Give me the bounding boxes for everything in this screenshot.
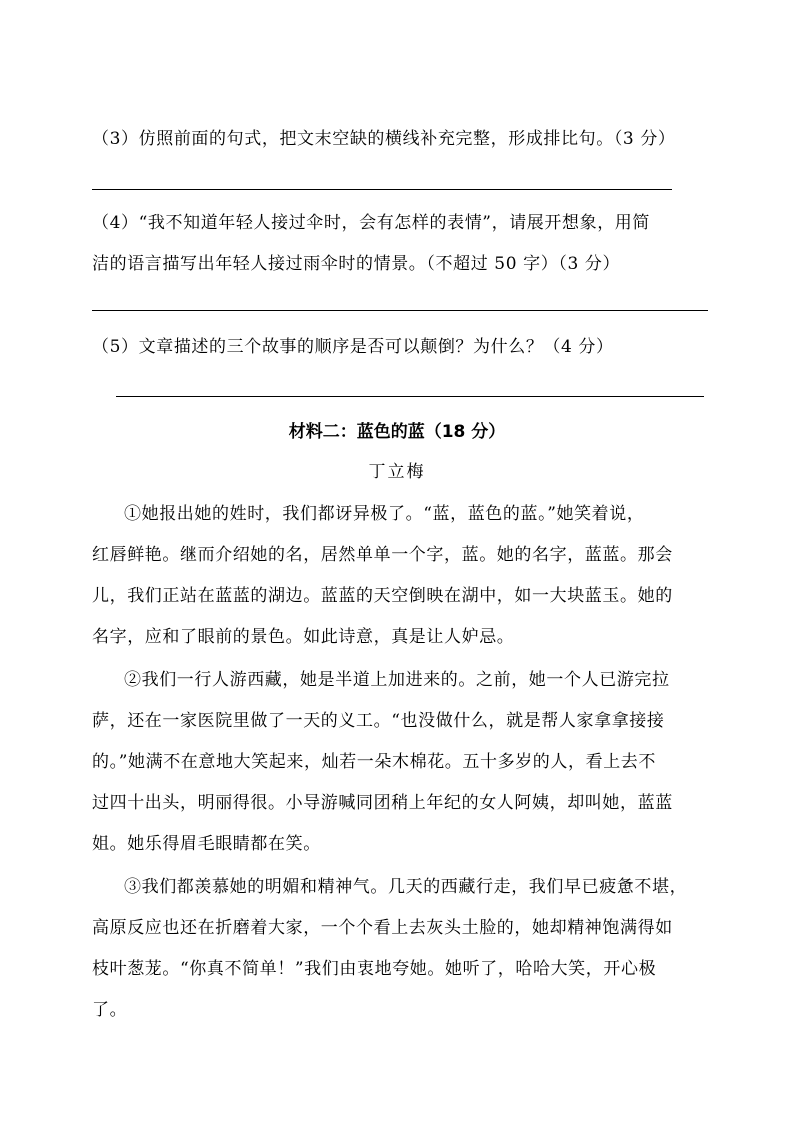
question-4-line-2: 洁的语言描写出年轻人接过雨伞时的情景。（不超过 50 字）（3 分）: [92, 254, 621, 274]
author: 丁立梅: [368, 462, 426, 482]
paragraph-line: 儿，我们正站在蓝蓝的湖边。蓝蓝的天空倒映在湖中，如一大块蓝玉。她的: [92, 586, 673, 606]
paragraph-line: 过四十出头，明丽得很。小导游喊同团稍上年纪的女人阿姨，却叫她，蓝蓝: [92, 793, 673, 813]
answer-line-4[interactable]: [92, 310, 708, 311]
question-3: （3）仿照前面的句式，把文末空缺的横线补充完整，形成排比句。（3 分）: [92, 129, 676, 149]
answer-line-5[interactable]: [116, 396, 704, 397]
paragraph-line: ③我们都羡慕她的明媚和精神气。几天的西藏行走，我们早已疲惫不堪，: [124, 877, 688, 897]
paragraph-line: 枝叶葱茏。“你真不简单！”我们由衷地夸她。她听了，哈哈大笑，开心极: [92, 959, 657, 979]
paragraph-line: 高原反应也还在折磨着大家，一个个看上去灰头土脸的，她却精神饱满得如: [92, 918, 673, 938]
paragraph-line: 萨，还在一家医院里做了一天的义工。“也没做什么，就是帮人家拿拿接接: [92, 711, 665, 731]
paragraph-line: 了。: [92, 1000, 128, 1020]
paragraph-line: 名字，应和了眼前的景色。如此诗意，真是让人妒忌。: [92, 627, 515, 647]
paragraph-line: 红唇鲜艳。继而介绍她的名，居然单单一个字，蓝。她的名字，蓝蓝。那会: [92, 545, 673, 565]
paragraph-line: ②我们一行人游西藏，她是半道上加进来的。之前，她一个人已游完拉: [124, 670, 670, 690]
paragraph-line: 的。”她满不在意地大笑起来，灿若一朵木棉花。五十多岁的人，看上去不: [92, 752, 656, 772]
question-5: （5）文章描述的三个故事的顺序是否可以颠倒？为什么？（4 分）: [92, 337, 614, 357]
paragraph-line: ①她报出她的姓时，我们都讶异极了。“蓝，蓝色的蓝。”她笑着说，: [124, 504, 645, 524]
question-4-line-1: （4）“我不知道年轻人接过伞时，会有怎样的表情”，请展开想象，用简: [92, 213, 650, 233]
material-title: 材料二：蓝色的蓝（18 分）: [288, 422, 506, 442]
answer-line-3[interactable]: [92, 189, 672, 190]
paragraph-line: 姐。她乐得眉毛眼睛都在笑。: [92, 834, 321, 854]
